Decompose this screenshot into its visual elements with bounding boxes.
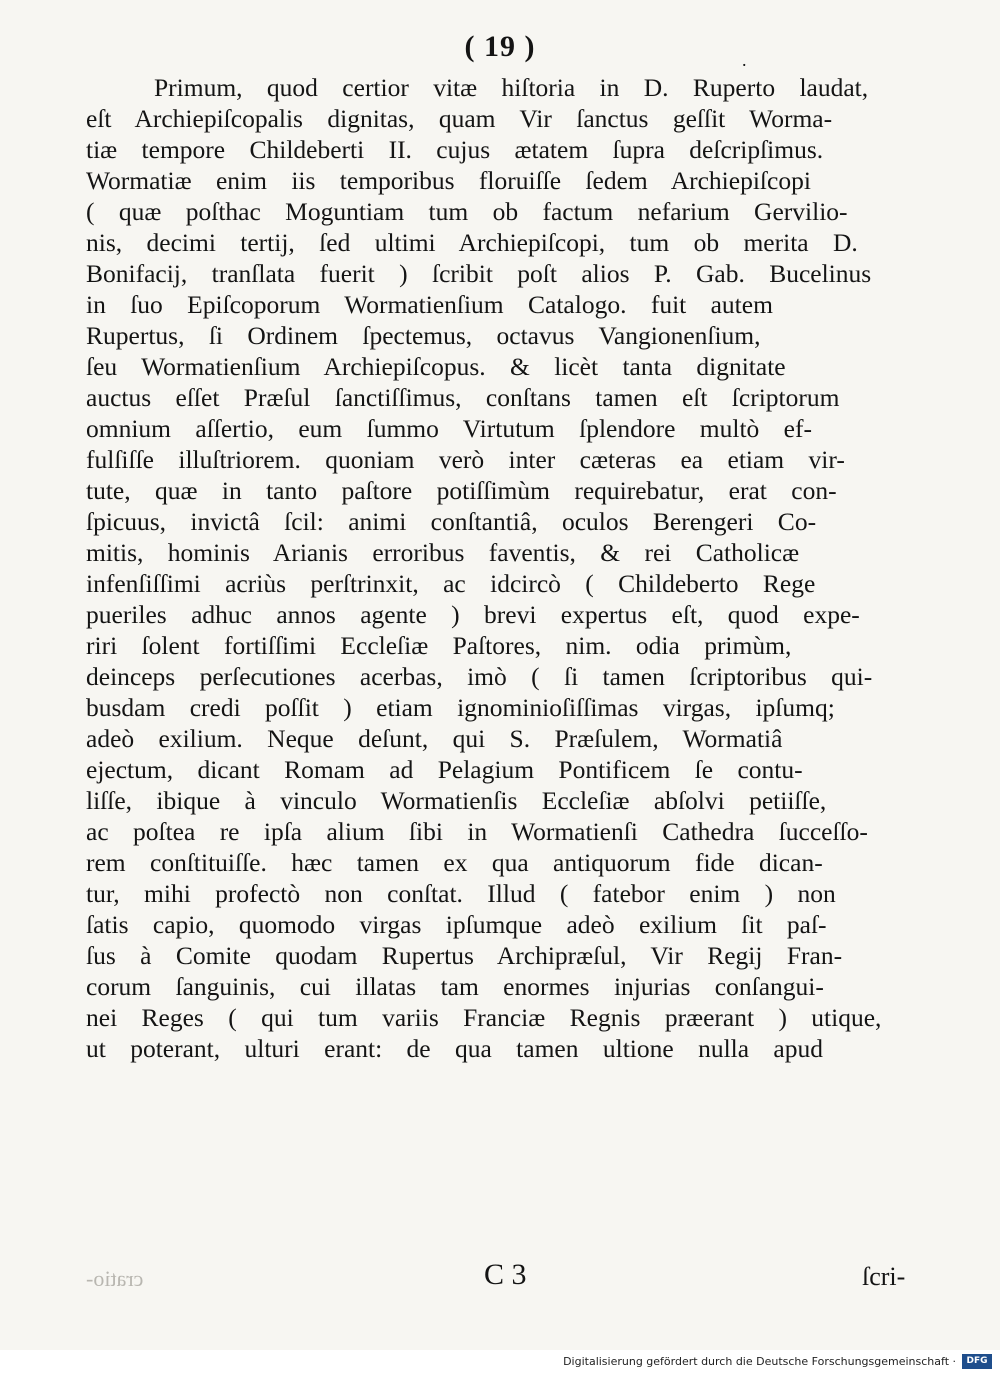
text-line: tur, mihi profectò non conſtat. Illud ( fatebor enim ) non xyxy=(86,879,836,908)
text-line: corum ſanguinis, cui illatas tam enormes injurias conſangui- xyxy=(86,972,824,1001)
text-line: ( quæ poſthac Moguntiam tum ob factum nefarium Gervilio- xyxy=(86,197,848,226)
text-line: ac poſtea re ipſa alium ſibi in Wormatienſi Cathedra ſucceſſo- xyxy=(86,817,868,846)
text-line: ejectum, dicant Romam ad Pelagium Pontificem ſe contu- xyxy=(86,755,803,784)
text-line: Primum, quod certior vitæ hiſtoria in D. Ruperto laudat, xyxy=(154,73,869,102)
page-number-header: ( 19 ) xyxy=(464,30,536,63)
header-mark: . xyxy=(742,50,747,70)
text-line: liſſe, ibique à vinculo Wormatienſis Eccleſiæ abſolvi petiiſſe, xyxy=(86,786,827,815)
bleed-through-text: cratio- xyxy=(86,1266,144,1291)
text-line: eſt Archiepiſcopalis dignitas, quam Vir ſanctus geſſit Worma- xyxy=(86,104,833,133)
text-line: adeò exilium. Neque deſunt, qui S. Præſulem, Wormatiâ xyxy=(86,724,783,753)
text-line: rem conſtituiſſe. hæc tamen ex qua antiquorum fide dican- xyxy=(86,848,823,877)
text-line: fulſiſſe illuſtriorem. quoniam verò inter cæteras ea etiam vir- xyxy=(86,445,845,474)
text-line: mitis, hominis Arianis erroribus faventis, & rei Catholicæ xyxy=(86,538,800,567)
text-line: ut poterant, ulturi erant: de qua tamen ultione nulla apud xyxy=(86,1034,823,1063)
text-line: nei Reges ( qui tum variis Franciæ Regnis præerant ) utique, xyxy=(86,1003,882,1032)
text-line: ſeu Wormatienſium Archiepiſcopus. & licèt tanta dignitate xyxy=(86,352,786,381)
text-line: tute, quæ in tanto paſtore potiſſimùm requirebatur, erat con- xyxy=(86,476,837,505)
text-line: riri ſolent fortiſſimi Eccleſiæ Paſtores, nim. odia primùm, xyxy=(86,631,792,660)
catchword: ſcri- xyxy=(862,1262,906,1291)
text-line: busdam credi poſſit ) etiam ignominioſiſſimas virgas, ipſumq; xyxy=(86,693,835,722)
text-line: infenſiſſimi acriùs perſtrinxit, ac idcircò ( Childeberto Rege xyxy=(86,569,816,598)
text-line: Rupertus, ſi Ordinem ſpectemus, octavus Vangionenſium, xyxy=(86,321,761,350)
dfg-logo-icon: DFG xyxy=(962,1354,992,1369)
text-line: Bonifacij, tranſlata fuerit ) ſcribit poſt alios P. Gab. Bucelinus xyxy=(86,259,872,288)
text-line: deinceps perſecutiones acerbas, imò ( ſi tamen ſcriptoribus qui- xyxy=(86,662,873,691)
text-line: omnium aſſertio, eum ſummo Virtutum ſplendore multò ef- xyxy=(86,414,812,443)
text-line: ſus à Comite quodam Rupertus Archipræſul, Vir Regij Fran- xyxy=(86,941,843,970)
text-line: ſpicuus, invictâ ſcil: animi conſtantiâ, oculos Berengeri Co- xyxy=(86,507,817,536)
text-line: pueriles adhuc annos agente ) brevi expertus eſt, quod expe- xyxy=(86,600,860,629)
text-line: nis, decimi tertij, ſed ultimi Archiepiſcopi, tum ob merita D. xyxy=(86,228,858,257)
footer-credit: Digitalisierung gefördert durch die Deutsche Forschungsgemeinschaft · xyxy=(563,1355,956,1368)
body-text xyxy=(86,72,928,1064)
footer-bar xyxy=(0,1350,1000,1375)
text-line: in ſuo Epiſcoporum Wormatienſium Catalogo. fuit autem xyxy=(86,290,773,319)
text-line: Wormatiæ enim iis temporibus floruiſſe ſedem Archiepiſcopi xyxy=(86,166,811,195)
text-line: auctus eſſet Præſul ſanctiſſimus, conſtans tamen eſt ſcriptorum xyxy=(86,383,840,412)
text-line: ſatis capio, quomodo virgas ipſumque adeò exilium ſit paſ- xyxy=(86,910,827,939)
signature-mark: C 3 xyxy=(484,1258,527,1291)
text-line: tiæ tempore Childeberti II. cujus ætatem ſupra deſcripſimus. xyxy=(86,135,824,164)
